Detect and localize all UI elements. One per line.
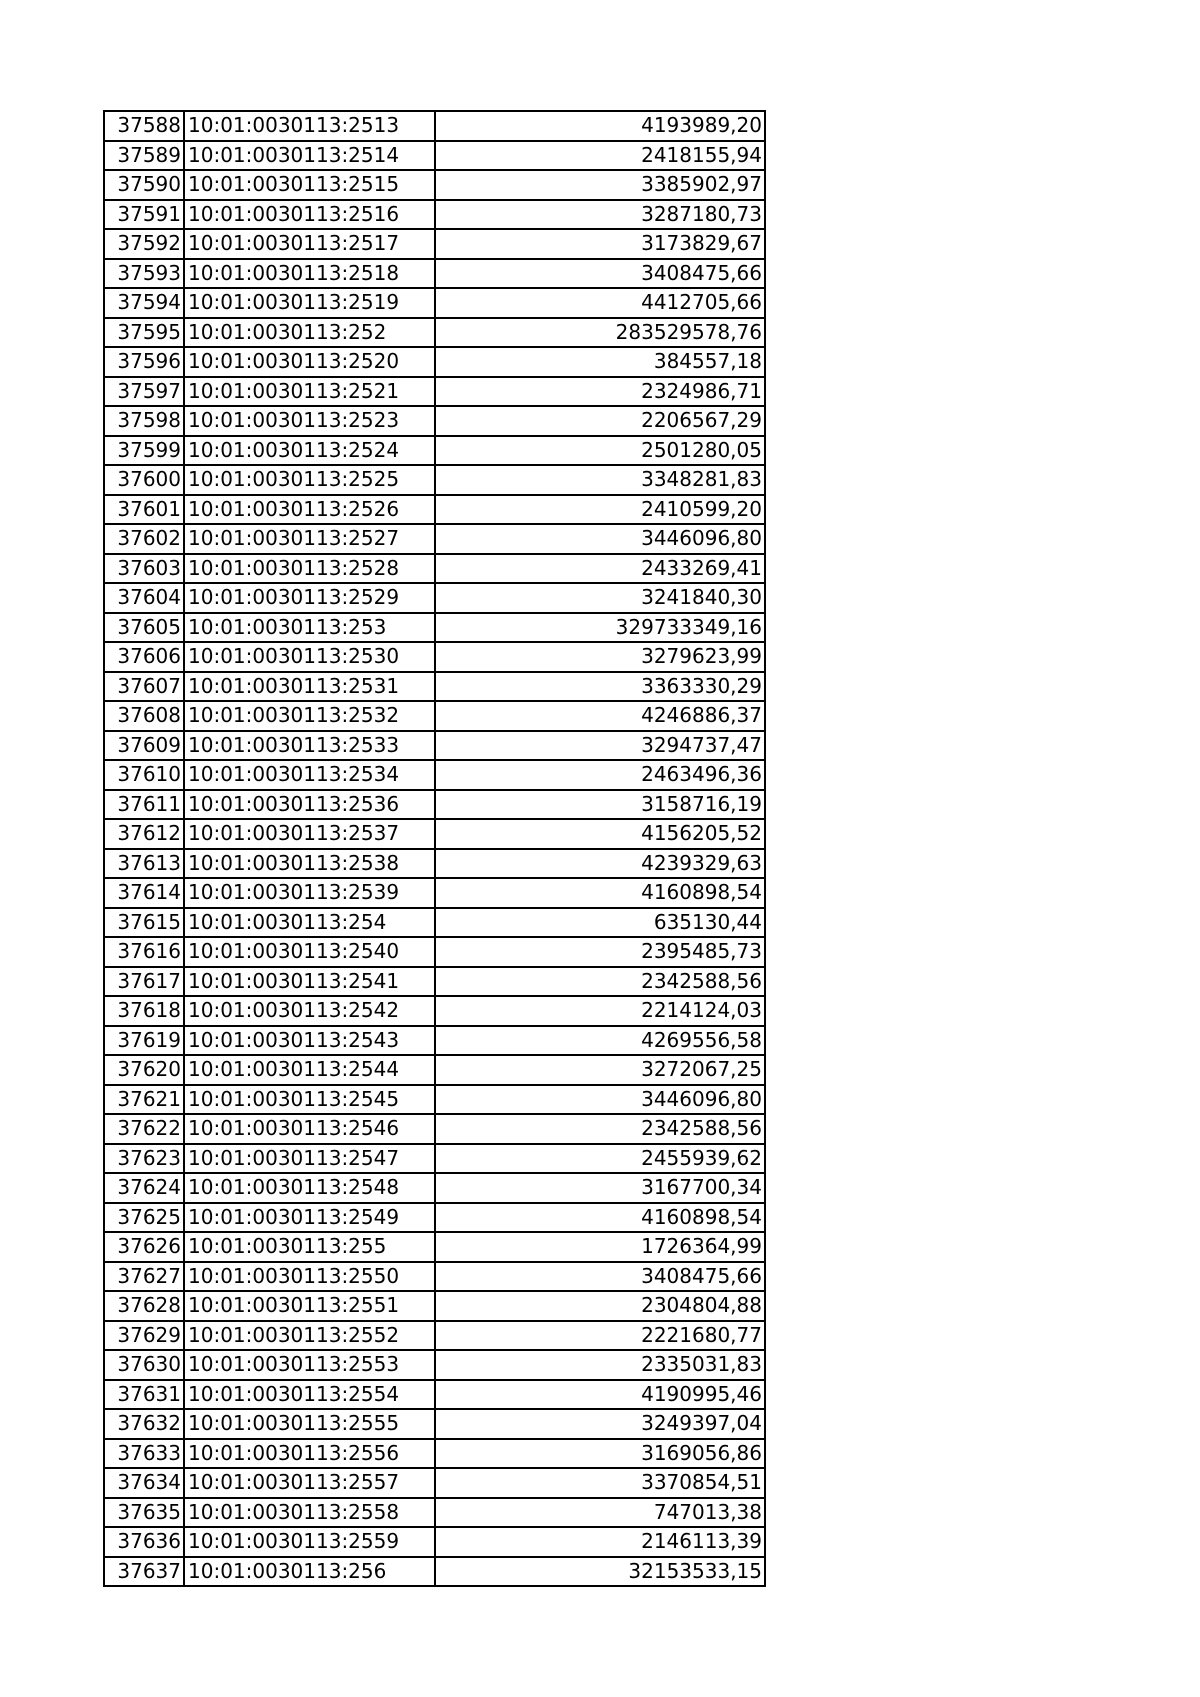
cadastral-number-cell: 10:01:0030113:2518 — [184, 259, 435, 289]
table-row — [104, 1114, 765, 1144]
cadastral-number-cell: 10:01:0030113:2559 — [184, 1527, 435, 1557]
cadastral-number-cell: 10:01:0030113:2549 — [184, 1203, 435, 1233]
row-number-cell: 37607 — [104, 672, 184, 702]
cadastral-number-cell: 10:01:0030113:2538 — [184, 849, 435, 879]
row-number-cell: 37605 — [104, 613, 184, 643]
table-row — [104, 465, 765, 495]
row-number-cell: 37622 — [104, 1114, 184, 1144]
value-cell: 3167700,34 — [435, 1173, 765, 1203]
value-cell: 3241840,30 — [435, 583, 765, 613]
row-number-cell: 37611 — [104, 790, 184, 820]
cadastral-number-cell: 10:01:0030113:2533 — [184, 731, 435, 761]
table-row — [104, 613, 765, 643]
table-row — [104, 1232, 765, 1262]
row-number-cell: 37609 — [104, 731, 184, 761]
cadastral-number-cell: 10:01:0030113:2554 — [184, 1380, 435, 1410]
value-cell: 635130,44 — [435, 908, 765, 938]
cadastral-number-cell: 10:01:0030113:2545 — [184, 1085, 435, 1115]
table-row — [104, 1144, 765, 1174]
value-cell: 2221680,77 — [435, 1321, 765, 1351]
cadastral-number-cell: 10:01:0030113:2527 — [184, 524, 435, 554]
row-number-cell: 37617 — [104, 967, 184, 997]
value-cell: 2146113,39 — [435, 1527, 765, 1557]
row-number-cell: 37595 — [104, 318, 184, 348]
table-row — [104, 1026, 765, 1056]
table-row — [104, 1291, 765, 1321]
cadastral-number-cell: 10:01:0030113:2552 — [184, 1321, 435, 1351]
table-row — [104, 760, 765, 790]
value-cell: 4412705,66 — [435, 288, 765, 318]
table-row — [104, 1350, 765, 1380]
table-row — [104, 1498, 765, 1528]
value-cell: 3348281,83 — [435, 465, 765, 495]
cadastral-number-cell: 10:01:0030113:2525 — [184, 465, 435, 495]
row-number-cell: 37626 — [104, 1232, 184, 1262]
table-row — [104, 1468, 765, 1498]
table-row — [104, 672, 765, 702]
table-row — [104, 1409, 765, 1439]
table-row — [104, 996, 765, 1026]
row-number-cell: 37624 — [104, 1173, 184, 1203]
value-cell: 3370854,51 — [435, 1468, 765, 1498]
row-number-cell: 37629 — [104, 1321, 184, 1351]
table-row — [104, 849, 765, 879]
row-number-cell: 37628 — [104, 1291, 184, 1321]
table-row — [104, 200, 765, 230]
value-cell: 1726364,99 — [435, 1232, 765, 1262]
value-cell: 4239329,63 — [435, 849, 765, 879]
table-row — [104, 1557, 765, 1587]
row-number-cell: 37621 — [104, 1085, 184, 1115]
value-cell: 32153533,15 — [435, 1557, 765, 1587]
row-number-cell: 37591 — [104, 200, 184, 230]
table-row — [104, 347, 765, 377]
table-row — [104, 288, 765, 318]
value-cell: 2395485,73 — [435, 937, 765, 967]
row-number-cell: 37590 — [104, 170, 184, 200]
row-number-cell: 37604 — [104, 583, 184, 613]
row-number-cell: 37592 — [104, 229, 184, 259]
value-cell: 4160898,54 — [435, 1203, 765, 1233]
value-cell: 3408475,66 — [435, 259, 765, 289]
row-number-cell: 37615 — [104, 908, 184, 938]
cadastral-number-cell: 10:01:0030113:2524 — [184, 436, 435, 466]
cadastral-number-cell: 10:01:0030113:2550 — [184, 1262, 435, 1292]
cadastral-number-cell: 10:01:0030113:2542 — [184, 996, 435, 1026]
cadastral-number-cell: 10:01:0030113:2555 — [184, 1409, 435, 1439]
value-cell: 329733349,16 — [435, 613, 765, 643]
row-number-cell: 37630 — [104, 1350, 184, 1380]
table-row — [104, 1203, 765, 1233]
table-row — [104, 1380, 765, 1410]
cadastral-number-cell: 10:01:0030113:2530 — [184, 642, 435, 672]
table-row — [104, 141, 765, 171]
row-number-cell: 37613 — [104, 849, 184, 879]
cadastral-number-cell: 10:01:0030113:256 — [184, 1557, 435, 1587]
cadastral-number-cell: 10:01:0030113:2541 — [184, 967, 435, 997]
value-cell: 2433269,41 — [435, 554, 765, 584]
row-number-cell: 37614 — [104, 878, 184, 908]
table-row — [104, 819, 765, 849]
row-number-cell: 37603 — [104, 554, 184, 584]
value-cell: 3363330,29 — [435, 672, 765, 702]
table-row — [104, 1085, 765, 1115]
table-row — [104, 1055, 765, 1085]
row-number-cell: 37589 — [104, 141, 184, 171]
value-cell: 2501280,05 — [435, 436, 765, 466]
table-row — [104, 1173, 765, 1203]
value-cell: 2206567,29 — [435, 406, 765, 436]
row-number-cell: 37635 — [104, 1498, 184, 1528]
cadastral-number-cell: 10:01:0030113:2516 — [184, 200, 435, 230]
cadastral-number-cell: 10:01:0030113:2515 — [184, 170, 435, 200]
cadastral-number-cell: 10:01:0030113:2551 — [184, 1291, 435, 1321]
table-row — [104, 583, 765, 613]
row-number-cell: 37620 — [104, 1055, 184, 1085]
table-row — [104, 1439, 765, 1469]
value-cell: 283529578,76 — [435, 318, 765, 348]
value-cell: 3158716,19 — [435, 790, 765, 820]
cadastral-number-cell: 10:01:0030113:2521 — [184, 377, 435, 407]
table-row — [104, 318, 765, 348]
value-cell: 2342588,56 — [435, 967, 765, 997]
table-row — [104, 937, 765, 967]
value-cell: 3446096,80 — [435, 524, 765, 554]
cadastral-number-cell: 10:01:0030113:2519 — [184, 288, 435, 318]
table-row — [104, 967, 765, 997]
table-row — [104, 642, 765, 672]
value-cell: 747013,38 — [435, 1498, 765, 1528]
cadastral-number-cell: 10:01:0030113:2528 — [184, 554, 435, 584]
value-cell: 3408475,66 — [435, 1262, 765, 1292]
row-number-cell: 37637 — [104, 1557, 184, 1587]
value-cell: 2342588,56 — [435, 1114, 765, 1144]
table-body — [104, 111, 765, 1586]
cadastral-number-cell: 10:01:0030113:2544 — [184, 1055, 435, 1085]
row-number-cell: 37627 — [104, 1262, 184, 1292]
table-row — [104, 908, 765, 938]
value-cell: 3173829,67 — [435, 229, 765, 259]
row-number-cell: 37601 — [104, 495, 184, 525]
row-number-cell: 37618 — [104, 996, 184, 1026]
cadastral-number-cell: 10:01:0030113:2537 — [184, 819, 435, 849]
table-row — [104, 790, 765, 820]
cadastral-number-cell: 10:01:0030113:2553 — [184, 1350, 435, 1380]
row-number-cell: 37631 — [104, 1380, 184, 1410]
table-row — [104, 731, 765, 761]
row-number-cell: 37606 — [104, 642, 184, 672]
value-cell: 4160898,54 — [435, 878, 765, 908]
row-number-cell: 37610 — [104, 760, 184, 790]
value-cell: 2214124,03 — [435, 996, 765, 1026]
cadastral-number-cell: 10:01:0030113:2547 — [184, 1144, 435, 1174]
cadastral-number-cell: 10:01:0030113:2531 — [184, 672, 435, 702]
value-cell: 4190995,46 — [435, 1380, 765, 1410]
value-cell: 4156205,52 — [435, 819, 765, 849]
value-cell: 4193989,20 — [435, 111, 765, 141]
row-number-cell: 37588 — [104, 111, 184, 141]
row-number-cell: 37608 — [104, 701, 184, 731]
cadastral-number-cell: 10:01:0030113:2543 — [184, 1026, 435, 1056]
cadastral-number-cell: 10:01:0030113:2514 — [184, 141, 435, 171]
row-number-cell: 37616 — [104, 937, 184, 967]
value-cell: 2304804,88 — [435, 1291, 765, 1321]
cadastral-number-cell: 10:01:0030113:2532 — [184, 701, 435, 731]
value-cell: 2455939,62 — [435, 1144, 765, 1174]
value-cell: 3446096,80 — [435, 1085, 765, 1115]
value-cell: 2324986,71 — [435, 377, 765, 407]
cadastral-number-cell: 10:01:0030113:255 — [184, 1232, 435, 1262]
value-cell: 4246886,37 — [435, 701, 765, 731]
cadastral-number-cell: 10:01:0030113:2546 — [184, 1114, 435, 1144]
cadastral-number-cell: 10:01:0030113:253 — [184, 613, 435, 643]
table-row — [104, 1321, 765, 1351]
cadastral-value-table — [103, 110, 766, 1587]
table-row — [104, 259, 765, 289]
cadastral-number-cell: 10:01:0030113:254 — [184, 908, 435, 938]
row-number-cell: 37600 — [104, 465, 184, 495]
row-number-cell: 37633 — [104, 1439, 184, 1469]
cadastral-number-cell: 10:01:0030113:2523 — [184, 406, 435, 436]
value-cell: 384557,18 — [435, 347, 765, 377]
cadastral-number-cell: 10:01:0030113:2548 — [184, 1173, 435, 1203]
value-cell: 2410599,20 — [435, 495, 765, 525]
table-row — [104, 554, 765, 584]
row-number-cell: 37593 — [104, 259, 184, 289]
value-cell: 3279623,99 — [435, 642, 765, 672]
cadastral-number-cell: 10:01:0030113:2517 — [184, 229, 435, 259]
value-cell: 3287180,73 — [435, 200, 765, 230]
cadastral-number-cell: 10:01:0030113:2526 — [184, 495, 435, 525]
cadastral-number-cell: 10:01:0030113:2513 — [184, 111, 435, 141]
cadastral-number-cell: 10:01:0030113:2520 — [184, 347, 435, 377]
value-cell: 3294737,47 — [435, 731, 765, 761]
table-row — [104, 495, 765, 525]
row-number-cell: 37612 — [104, 819, 184, 849]
table-row — [104, 170, 765, 200]
row-number-cell: 37623 — [104, 1144, 184, 1174]
table-row — [104, 1527, 765, 1557]
row-number-cell: 37596 — [104, 347, 184, 377]
document-page — [103, 110, 766, 1587]
row-number-cell: 37634 — [104, 1468, 184, 1498]
table-row — [104, 436, 765, 466]
cadastral-number-cell: 10:01:0030113:2529 — [184, 583, 435, 613]
row-number-cell: 37602 — [104, 524, 184, 554]
table-row — [104, 377, 765, 407]
table-row — [104, 878, 765, 908]
value-cell: 3385902,97 — [435, 170, 765, 200]
row-number-cell: 37636 — [104, 1527, 184, 1557]
table-row — [104, 229, 765, 259]
row-number-cell: 37599 — [104, 436, 184, 466]
cadastral-number-cell: 10:01:0030113:2558 — [184, 1498, 435, 1528]
value-cell: 3249397,04 — [435, 1409, 765, 1439]
table-row — [104, 1262, 765, 1292]
table-row — [104, 701, 765, 731]
cadastral-number-cell: 10:01:0030113:2557 — [184, 1468, 435, 1498]
cadastral-number-cell: 10:01:0030113:2556 — [184, 1439, 435, 1469]
cadastral-number-cell: 10:01:0030113:252 — [184, 318, 435, 348]
value-cell: 2463496,36 — [435, 760, 765, 790]
value-cell: 2335031,83 — [435, 1350, 765, 1380]
value-cell: 2418155,94 — [435, 141, 765, 171]
row-number-cell: 37597 — [104, 377, 184, 407]
row-number-cell: 37625 — [104, 1203, 184, 1233]
cadastral-number-cell: 10:01:0030113:2536 — [184, 790, 435, 820]
row-number-cell: 37632 — [104, 1409, 184, 1439]
table-row — [104, 524, 765, 554]
value-cell: 3272067,25 — [435, 1055, 765, 1085]
row-number-cell: 37598 — [104, 406, 184, 436]
value-cell: 4269556,58 — [435, 1026, 765, 1056]
cadastral-number-cell: 10:01:0030113:2539 — [184, 878, 435, 908]
cadastral-number-cell: 10:01:0030113:2540 — [184, 937, 435, 967]
cadastral-number-cell: 10:01:0030113:2534 — [184, 760, 435, 790]
table-row — [104, 406, 765, 436]
table-row — [104, 111, 765, 141]
value-cell: 3169056,86 — [435, 1439, 765, 1469]
row-number-cell: 37594 — [104, 288, 184, 318]
row-number-cell: 37619 — [104, 1026, 184, 1056]
